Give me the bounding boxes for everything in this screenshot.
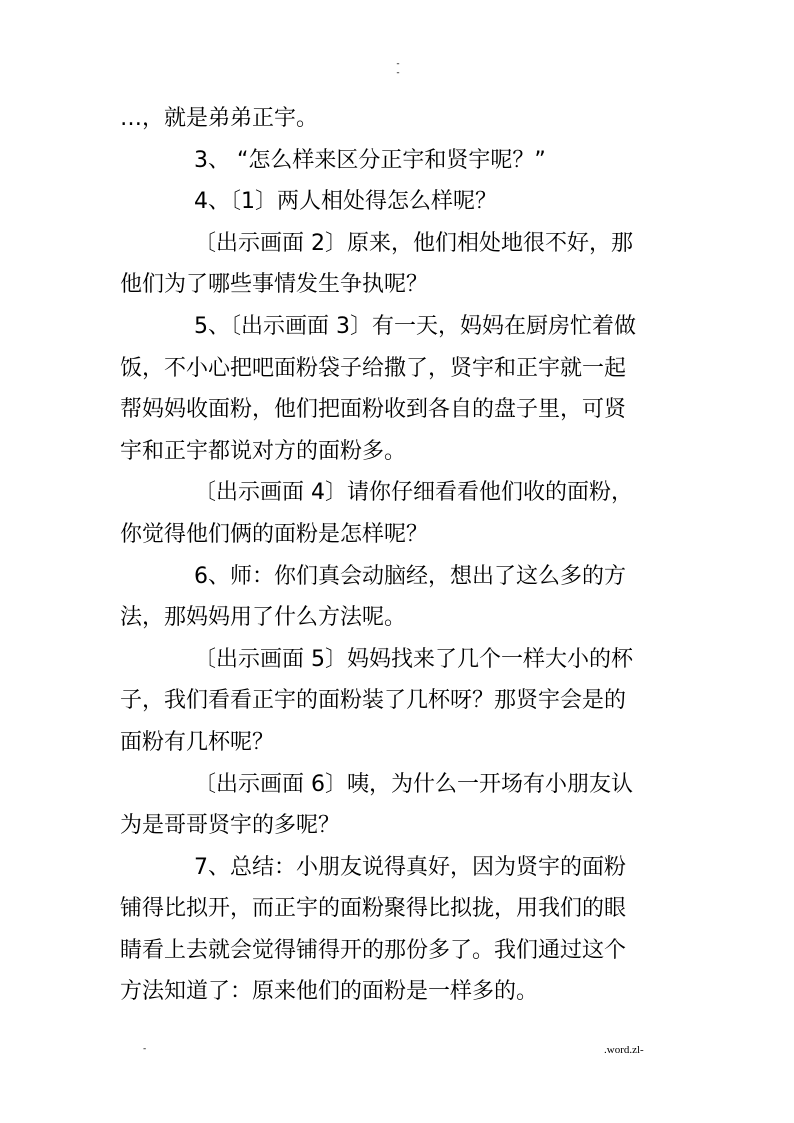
text-line: 3、 “怎么样来区分正宇和贤宇呢？” (194, 147, 546, 173)
text-line: 面粉有几杯呢？ (120, 729, 275, 755)
text-line: 〔出示画面 5〕妈妈找来了几个一样大小的杯 (194, 646, 633, 672)
text-line: 帮妈妈收面粉，他们把面粉收到各自的盘子里，可贤 (120, 397, 627, 423)
text-line: 你觉得他们俩的面粉是怎样呢？ (120, 521, 429, 547)
text-line: 方法知道了：原来他们的面粉是一样多的。 (120, 979, 539, 1005)
text-line: 他们为了哪些事情发生争执呢？ (120, 272, 429, 298)
text-line: 〔出示画面 4〕请你仔细看看他们收的面粉， (194, 480, 633, 506)
text-line: 〔出示画面 6〕咦，为什么一开场有小朋友认 (194, 771, 633, 797)
text-line: 宇和正宇都说对方的面粉多。 (120, 438, 407, 464)
text-line: …，就是弟弟正宇。 (120, 106, 319, 131)
text-line: 5、〔出示画面 3〕有一天，妈妈在厨房忙着做 (194, 313, 636, 339)
text-line: 法，那妈妈用了什么方法呢。 (120, 605, 407, 631)
text-line: 睛看上去就会觉得铺得开的那份多了。我们通过这个 (120, 937, 627, 963)
text-line: 铺得比拟开，而正宇的面粉聚得比拟拢，用我们的眼 (120, 896, 627, 922)
text-line: 4、〔1〕两人相处得怎么样呢？ (194, 189, 497, 215)
footer-left-mark: - (143, 1044, 147, 1054)
page-header-mark (390, 60, 406, 78)
footer-watermark: .word.zl- (604, 1044, 644, 1056)
text-line: 为是哥哥贤宇的多呢？ (120, 813, 341, 839)
text-line: 子，我们看看正宇的面粉装了几杯呀？那贤宇会是的 (120, 688, 627, 714)
document-body (120, 98, 680, 1013)
header-mark-top: - (396, 59, 400, 69)
text-line: 饭，不小心把吧面粉袋子给撒了，贤宇和正宇就一起 (120, 355, 627, 381)
text-line: 〔出示画面 2〕原来，他们相处地很不好，那 (194, 230, 633, 256)
header-mark-bottom: - (396, 68, 400, 78)
text-line: 7、总结：小朋友说得真好，因为贤宇的面粉 (194, 854, 626, 880)
text-line: 6、师：你们真会动脑经，想出了这么多的方 (194, 563, 626, 589)
